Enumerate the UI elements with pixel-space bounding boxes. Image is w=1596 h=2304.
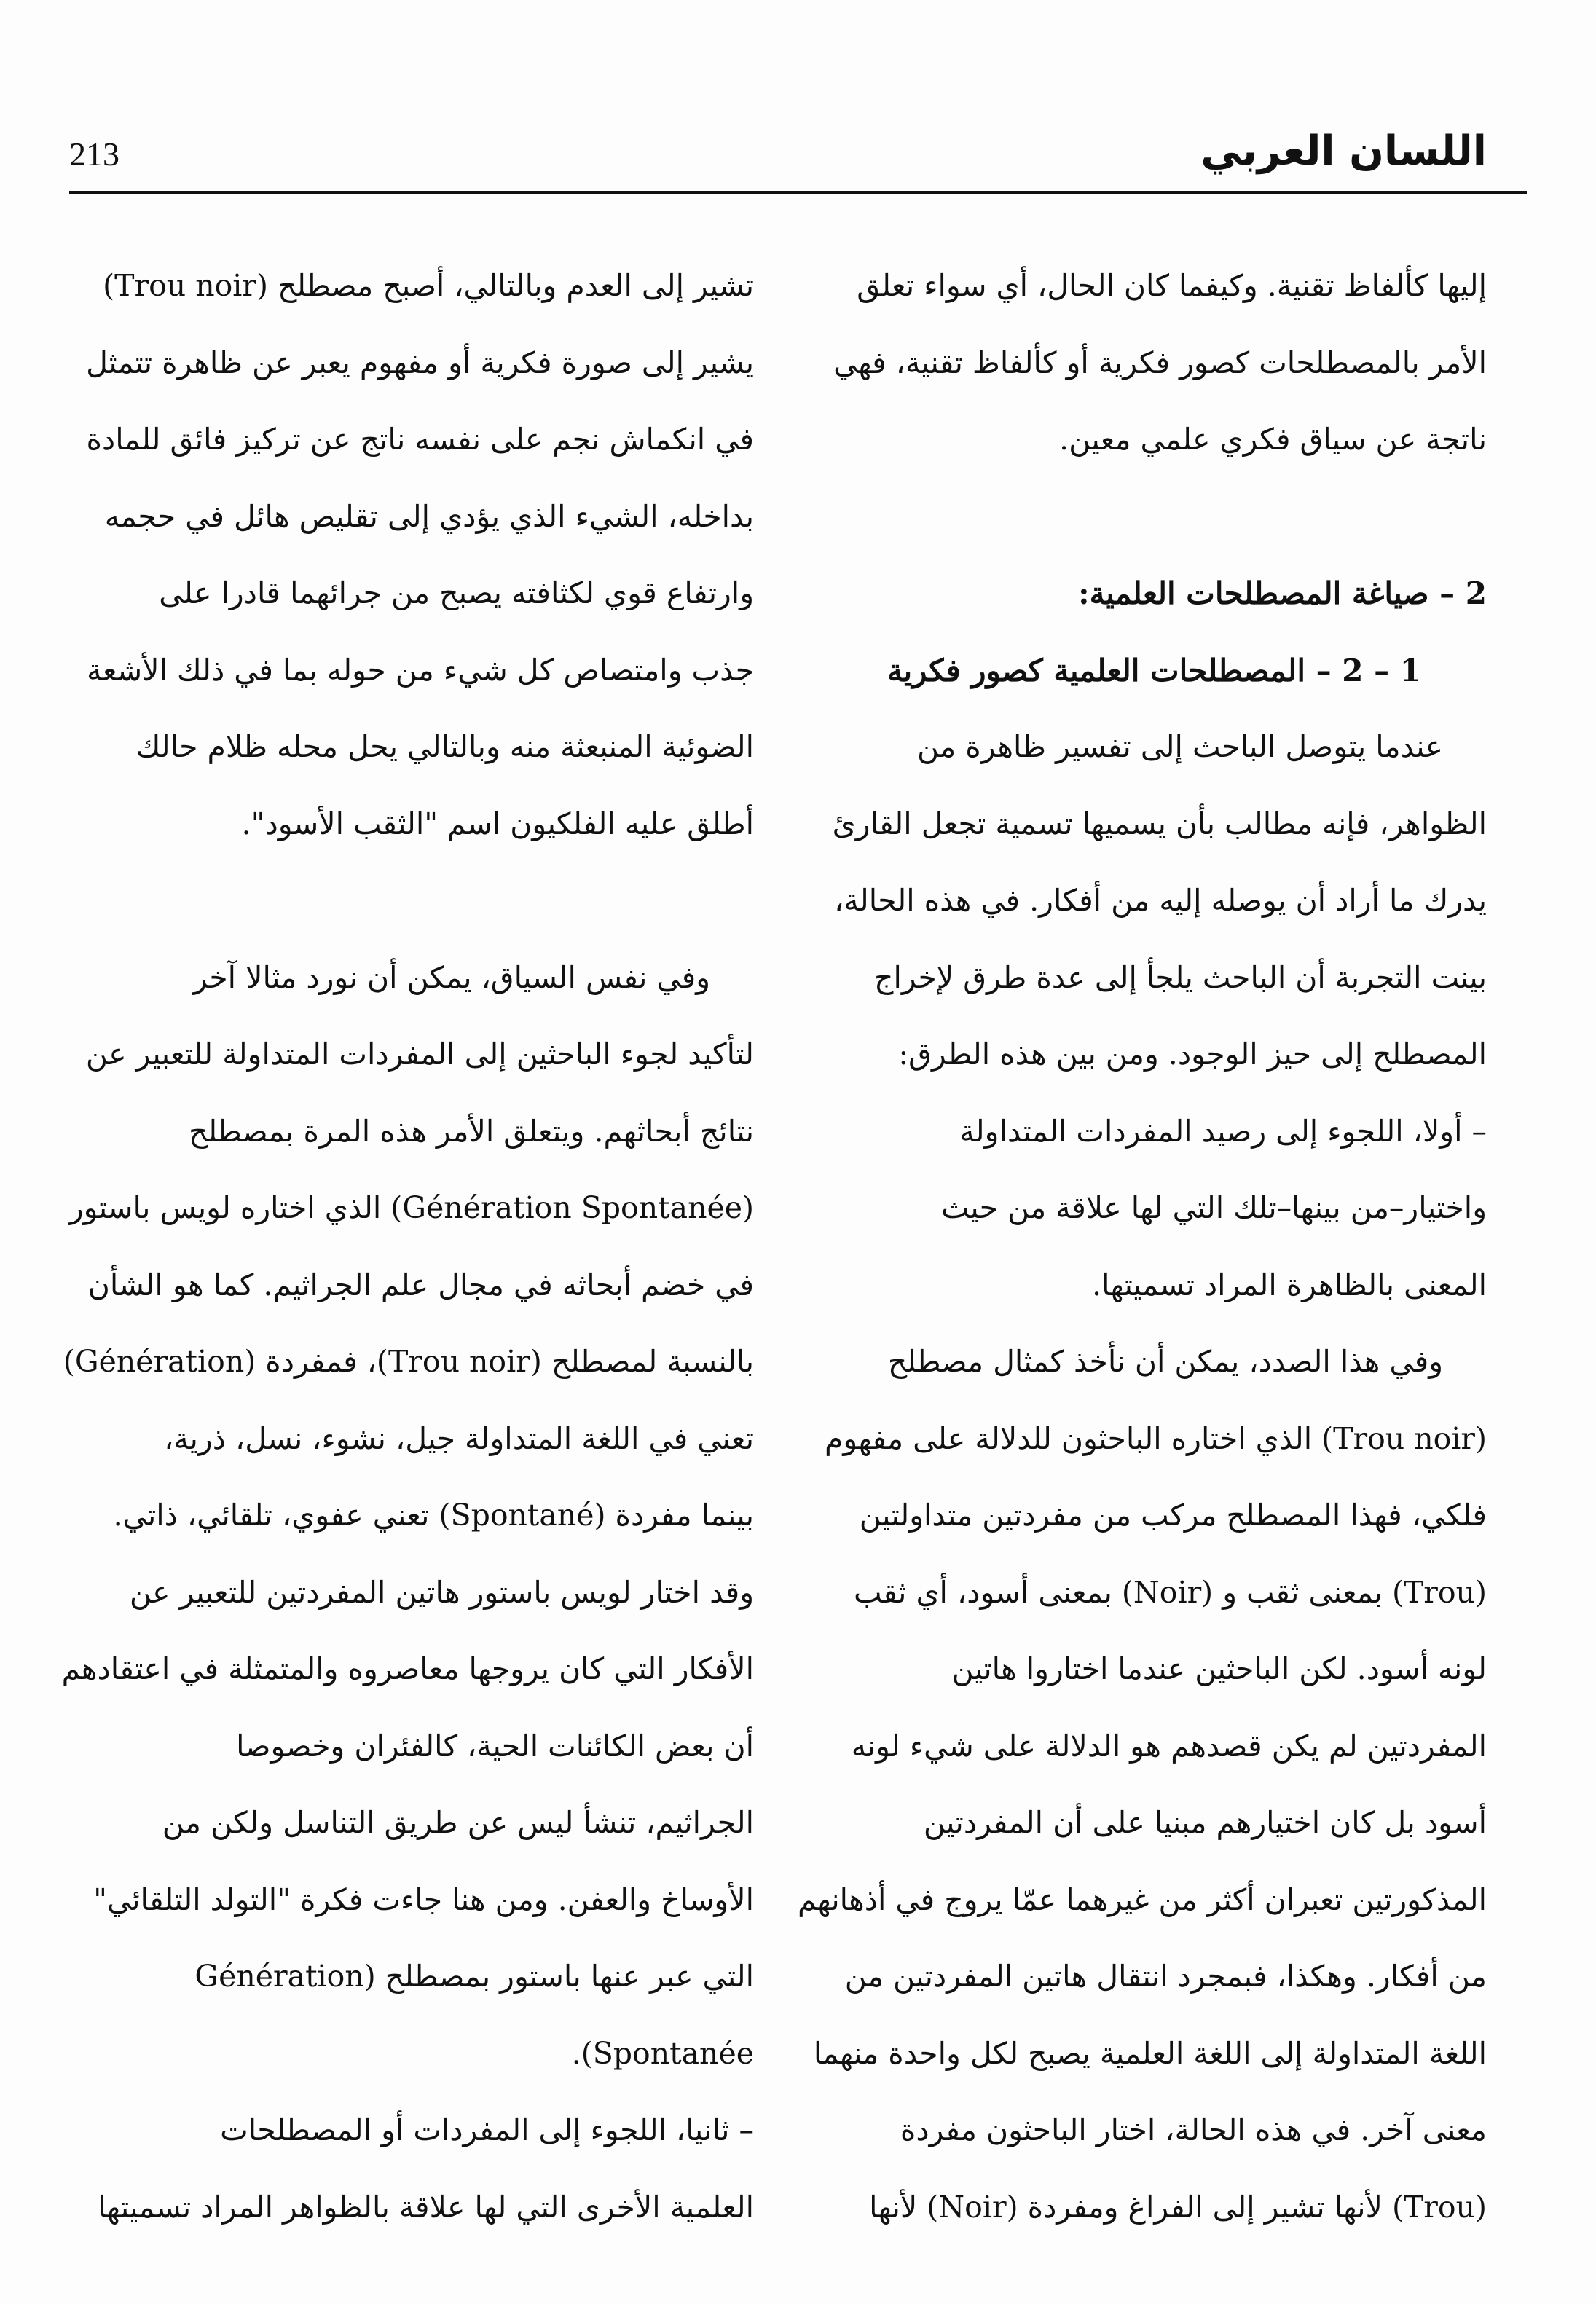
page-number: 213 bbox=[69, 135, 119, 173]
paragraph-gap bbox=[809, 479, 1487, 556]
text-line: الجراثيم، تنشأ ليس عن طريق التناسل ولكن من bbox=[162, 1805, 754, 1840]
text-line: (Trou noir) الذي اختاره الباحثون للدلالة على مفهوم bbox=[824, 1420, 1487, 1456]
text-line: الأمر بالمصطلحات كصور فكرية أو كألفاظ تقنية، فهي bbox=[833, 345, 1487, 380]
text-line: واختيار–من بينها–تلك التي لها علاقة من حيث bbox=[941, 1190, 1487, 1225]
text-line: المفردتين لم يكن قصدهم هو الدلالة على شيء لونه bbox=[851, 1728, 1487, 1764]
text-line: يدرك ما أراد أن يوصله إليه من أفكار. في هذه الحالة، bbox=[834, 883, 1487, 918]
text-line: ناتجة عن سياق فكري علمي معين. bbox=[1059, 422, 1487, 457]
text-line: بداخله، الشيء الذي يؤدي إلى تقليص هائل في حجمه bbox=[104, 498, 754, 534]
text-line: اللغة المتداولة إلى اللغة العلمية يصبح لكل واحدة منهما bbox=[813, 2035, 1487, 2071]
text-line: وفي هذا الصدد، يمكن أن نأخذ كمثال مصطلح bbox=[887, 1344, 1443, 1379]
text-line: بينما مفردة (Spontané) تعني عفوي، تلقائي، ذاتي. bbox=[113, 1498, 754, 1533]
text-line: (Trou) بمعنى ثقب و (Noir) بمعنى أسود، أي ثقب bbox=[854, 1574, 1487, 1610]
text-line: (Génération Spontanée) الذي اختاره لويس باستور bbox=[68, 1190, 754, 1225]
text-line: وقد اختار لويس باستور هاتين المفردتين للتعبير عن bbox=[129, 1574, 754, 1610]
text-line: فلكي، فهذا المصطلح مركب من مفردتين متداولتين bbox=[859, 1498, 1487, 1533]
text-line: جذب وامتصاص كل شيء من حوله بما في ذلك الأشعة bbox=[86, 652, 754, 688]
text-line: العلمية الأخرى التي لها علاقة بالظواهر المراد تسميتها bbox=[98, 2189, 754, 2225]
text-line: يشير إلى صورة فكرية أو مفهوم يعبر عن ظاهرة تتمثل bbox=[86, 345, 754, 380]
text-line: بالنسبة لمصطلح (Trou noir)، فمفردة (Génération) bbox=[63, 1344, 754, 1379]
paragraph-gap bbox=[76, 862, 754, 940]
text-line: الأفكار التي كان يروجها معاصروه والمتمثلة في اعتقادهم bbox=[61, 1651, 754, 1686]
header-divider bbox=[69, 191, 1527, 194]
text-line: تعني في اللغة المتداولة جيل، نشوء، نسل، ذرية، bbox=[164, 1420, 754, 1456]
text-line: في خضم أبحاثه في مجال علم الجراثيم. كما هو الشأن bbox=[87, 1267, 754, 1302]
left-column bbox=[61, 248, 754, 2246]
text-line: لتأكيد لجوء الباحثين إلى المفردات المتداولة للتعبير عن bbox=[85, 1037, 754, 1072]
text-line: وارتفاع قوي لكثافته يصبح من جرائهما قادرا على bbox=[159, 575, 754, 610]
text-line: – ثانيا، اللجوء إلى المفردات أو المصطلحات bbox=[220, 2112, 754, 2147]
text-line: بينت التجربة أن الباحث يلجأ إلى عدة طرق لإخراج bbox=[873, 959, 1487, 995]
section-heading: 2 – صياغة المصطلحات العلمية: bbox=[1078, 575, 1487, 611]
text-line: (Trou) لأنها تشير إلى الفراغ ومفردة (Noir) لأنها bbox=[869, 2189, 1487, 2225]
right-column bbox=[798, 248, 1487, 2246]
text-line: Spontanée). bbox=[571, 2035, 754, 2071]
text-line: لونه أسود. لكن الباحثين عندما اختاروا هاتين bbox=[951, 1651, 1487, 1686]
text-line: نتائج أبحاثهم. ويتعلق الأمر هذه المرة بمصطلح bbox=[189, 1113, 754, 1149]
journal-title: اللسان العربي bbox=[1200, 127, 1487, 175]
text-line: الضوئية المنبعثة منه وبالتالي يحل محله ظلام حالك bbox=[135, 729, 754, 764]
text-line: التي عبر عنها باستور بمصطلح (Génération bbox=[194, 1959, 754, 1994]
text-line: المصطلح إلى حيز الوجود. ومن بين هذه الطرق: bbox=[898, 1037, 1487, 1072]
text-line: تشير إلى العدم وبالتالي، أصبح مصطلح (Trou noir) bbox=[103, 268, 754, 303]
text-line: – أولا، اللجوء إلى رصيد المفردات المتداولة bbox=[959, 1113, 1487, 1149]
text-line: معنى آخر. في هذه الحالة، اختار الباحثون مفردة bbox=[900, 2112, 1487, 2147]
text-line: المعنى بالظاهرة المراد تسميتها. bbox=[1092, 1267, 1487, 1302]
text-line: من أفكار. وهكذا، فبمجرد انتقال هاتين المفردتين من bbox=[844, 1959, 1487, 1994]
text-line: أن بعض الكائنات الحية، كالفئران وخصوصا bbox=[236, 1728, 754, 1764]
text-line: عندما يتوصل الباحث إلى تفسير ظاهرة من bbox=[917, 729, 1443, 764]
text-line: إليها كألفاظ تقنية. وكيفما كان الحال، أي سواء تعلق bbox=[857, 268, 1487, 303]
text-line: في انكماش نجم على نفسه ناتج عن تركيز فائق للمادة bbox=[86, 422, 754, 457]
text-line: الظواهر، فإنه مطالب بأن يسميها تسمية تجعل القارئ bbox=[832, 806, 1487, 841]
text-line: وفي نفس السياق، يمكن أن نورد مثالا آخر bbox=[192, 959, 710, 995]
text-line: أسود بل كان اختيارهم مبنيا على أن المفردتين bbox=[923, 1805, 1487, 1840]
text-line: الأوساخ والعفن. ومن هنا جاءت فكرة "التولد التلقائي" bbox=[93, 1882, 754, 1917]
text-line: المذكورتين تعبران أكثر من غيرهما عمّا يروج في أذهانهم bbox=[798, 1882, 1487, 1917]
text-line: أطلق عليه الفلكيون اسم "الثقب الأسود". bbox=[241, 806, 754, 841]
subsection-heading: 1 – 2 – المصطلحات العلمية كصور فكرية bbox=[887, 652, 1421, 688]
